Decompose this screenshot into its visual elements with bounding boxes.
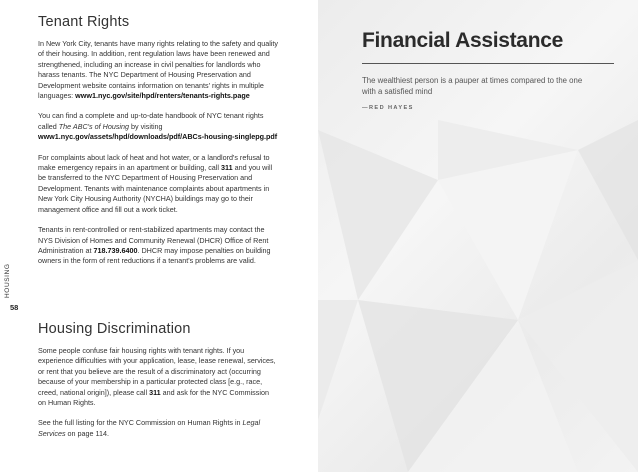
abc-p2-middle: by visiting bbox=[129, 121, 163, 131]
complaints-311-number: 311 bbox=[220, 163, 233, 173]
title-divider bbox=[362, 63, 614, 64]
abc-handbook-title: The ABC's of Housing bbox=[58, 121, 129, 131]
tenant-rights-section bbox=[38, 14, 278, 267]
discrimination-311-number: 311 bbox=[149, 387, 161, 397]
complaints-p3-after: and you will be transferred to the NYC Department of Housing Preservation and Development. Tenants with maintenance complaints about apartments in New York City Housing Authority (NYCHA) buildings may go to their management office and fill out a work ticket. bbox=[38, 163, 273, 214]
left-page bbox=[0, 0, 318, 472]
tenant-rights-paragraph-2 bbox=[38, 111, 278, 142]
housing-discrimination-paragraph-1 bbox=[38, 346, 278, 408]
page-number: 58 bbox=[10, 303, 19, 312]
dhcr-p4-before: Tenants in rent-controlled or rent-stabilized apartments may contact the NYS Division of Homes and Community Renewal (DHCR) Office of Rent Administration at bbox=[38, 225, 269, 255]
faceted-background bbox=[318, 0, 638, 472]
dhcr-p4-after: . DHCR may impose penalties on building owners in the form of rent reductions if a tenant's problems are valid. bbox=[38, 245, 271, 266]
financial-assistance-title: Financial Assistance bbox=[362, 29, 563, 52]
section-side-label bbox=[4, 258, 28, 298]
tenant-rights-paragraph-1 bbox=[38, 39, 278, 101]
right-page bbox=[318, 0, 638, 472]
housing-discrimination-paragraph-2 bbox=[38, 418, 278, 439]
legal-services-reference: Legal Services bbox=[38, 418, 261, 438]
epigraph-quote: The wealthiest person is a pauper at times compared to the one with a satisfied mind bbox=[362, 76, 583, 96]
complaints-p3-before: For complaints about lack of heat and hot water, or a landlord's refusal to make emergency repairs in an apartment or building, call bbox=[38, 152, 270, 173]
dhcr-phone-number: 718.739.6400 bbox=[93, 245, 138, 255]
discrimination-p1-before: Some people confuse fair housing rights with tenant rights. If you experience difficulties with your application, lease, lease renewal, services, or rent that you believe are the result of a discriminatory act (occurring because of your membership in a particular protected class [e.g., race, creed, national origin]), please call bbox=[38, 346, 276, 397]
discrimination-p1-after: and ask for the NYC Commission on Human Rights. bbox=[38, 387, 269, 408]
tenant-rights-link[interactable]: www1.nyc.gov/site/hpd/renters/tenants-rights.page bbox=[75, 91, 250, 101]
side-label-text: HOUSING bbox=[4, 263, 11, 298]
legal-p2-before: See the full listing for the NYC Commission on Human Rights in bbox=[38, 418, 243, 428]
housing-discrimination-section bbox=[38, 321, 278, 439]
tenant-rights-p1-text: In New York City, tenants have many rights relating to the safety and quality of their housing. In addition, rent regulation laws have been renewed and strengthened, including an increase in civil penalties for landlords who harass tenants. The NYC Department of Housing Preservation and Development website contains information on tenants' rights in multiple languages: bbox=[38, 39, 278, 101]
legal-p2-after: on page 114. bbox=[65, 428, 109, 438]
abc-handbook-link[interactable]: www1.nyc.gov/assets/hpd/downloads/pdf/ABCs-housing-singlepg.pdf bbox=[38, 132, 278, 142]
housing-discrimination-heading: Housing Discrimination bbox=[38, 321, 191, 337]
tenant-rights-paragraph-3 bbox=[38, 153, 278, 215]
abc-p2-before: You can find a complete and up-to-date handbook of NYC tenant rights called bbox=[38, 111, 264, 131]
epigraph-attribution: —RED HAYES bbox=[362, 105, 414, 111]
tenant-rights-paragraph-4 bbox=[38, 225, 278, 267]
tenant-rights-heading: Tenant Rights bbox=[38, 14, 130, 30]
